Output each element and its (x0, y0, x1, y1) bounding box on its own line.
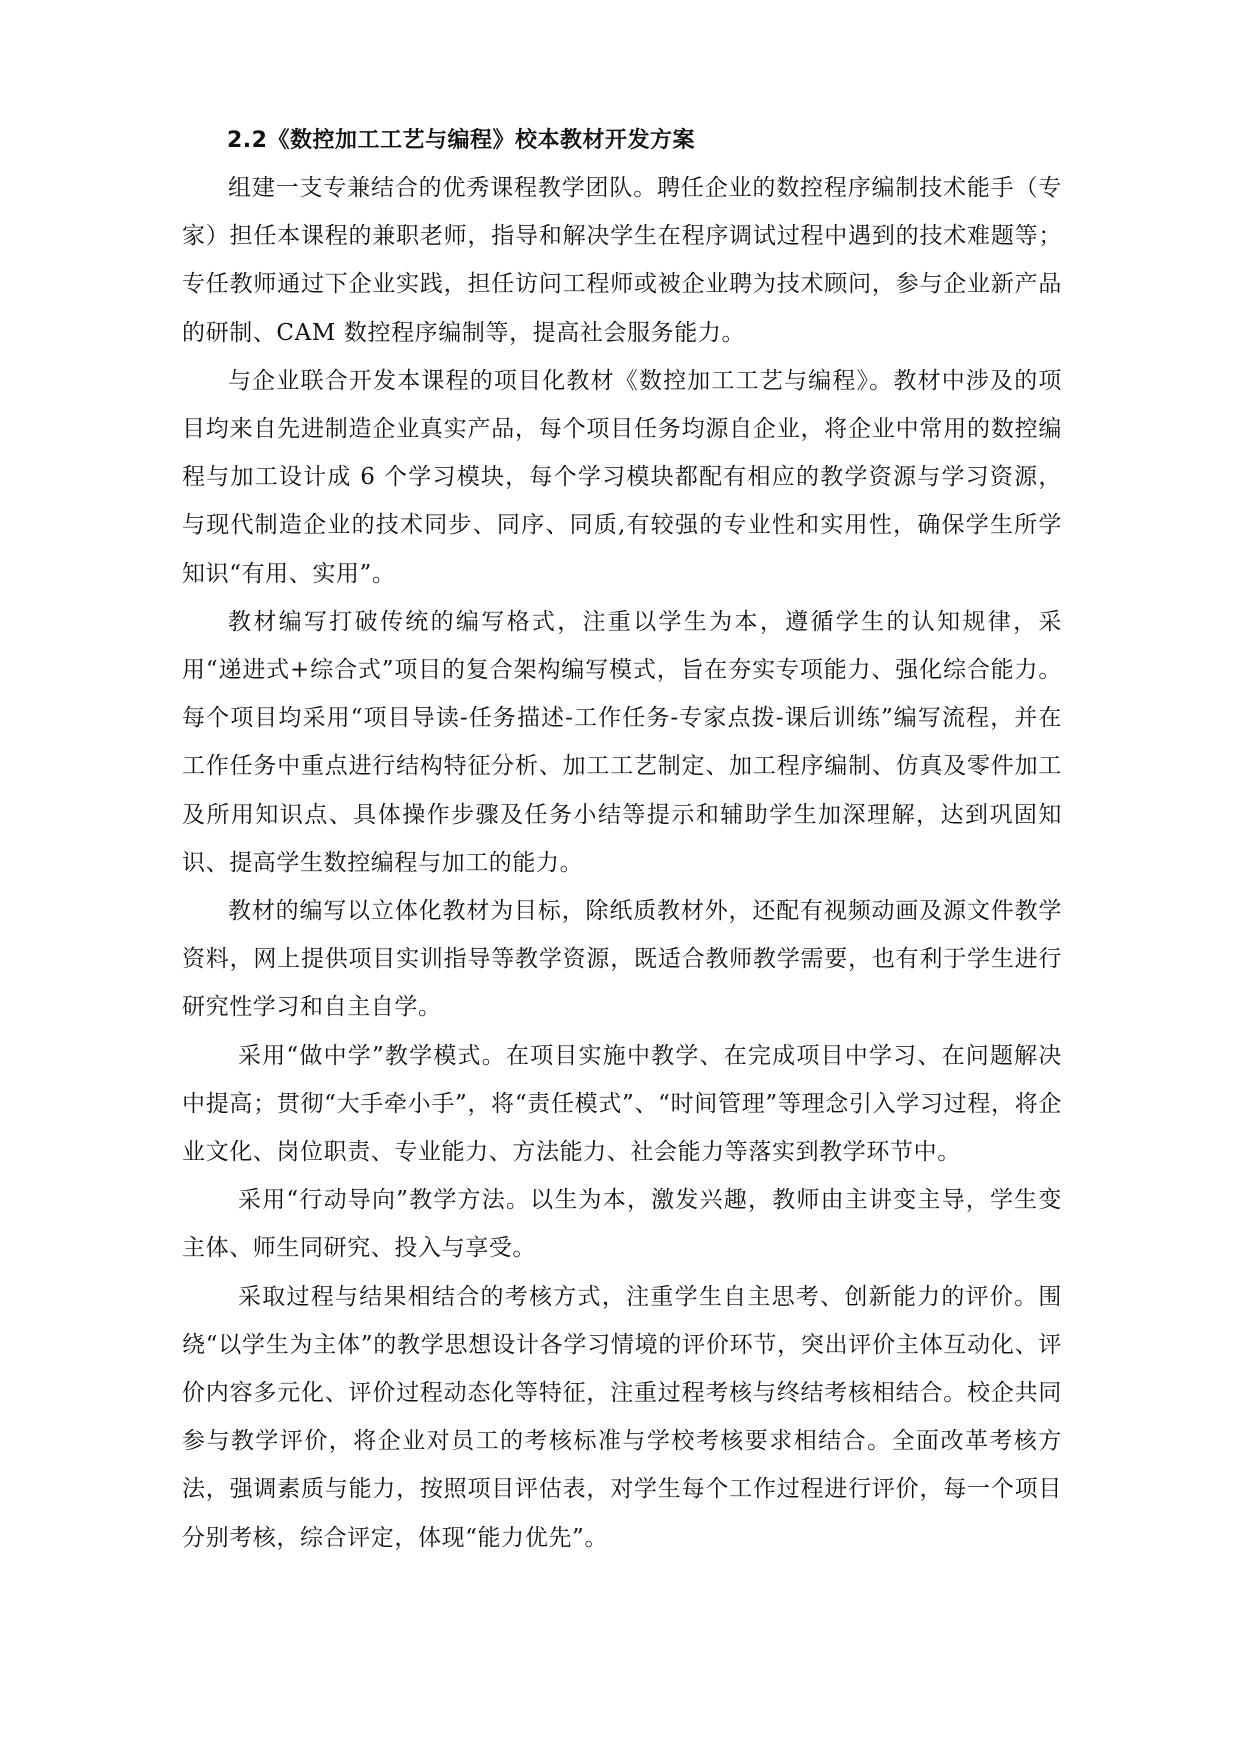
paragraph-textbook: 与企业联合开发本课程的项目化教材《数控加工工艺与编程》。教材中涉及的项目均来自先进制造企业真实产品，每个项目任务均源自企业，将企业中常用的数控编程与加工设计成 6 个学习模块，每个学习模块都配有相应的教学资源与学习资源，与现代制造企业的技术同步、同序、同质,有较强的专业性和实用性，确保学生所学知识“有用、实用”。 (182, 367, 1062, 587)
paragraph-action-oriented: 采用“行动导向”教学方法。以生为本，激发兴趣，教师由主讲变主导，学生变主体、师生同研究、投入与享受。 (182, 1187, 1062, 1262)
paragraph-learning-by-doing: 采用“做中学”教学模式。在项目实施中教学、在完成项目中学习、在问题解决中提高；贯彻“大手牵小手”，将“责任模式”、“时间管理”等理念引入学习过程，将企业文化、岗位职责、专业能力、方法能力、社会能力等落实到教学环节中。 (182, 1042, 1062, 1166)
document-body (182, 118, 1062, 1562)
paragraph-team: 组建一支专兼结合的优秀课程教学团队。聘任企业的数控程序编制技术能手（专家）担任本课程的兼职老师，指导和解决学生在程序调试过程中遇到的技术难题等；专任教师通过下企业实践，担任访问工程师或被企业聘为技术顾问，参与企业新产品的研制、CAM 数控程序编制等，提高社会服务能力。 (182, 175, 1062, 346)
paragraph-resources: 教材的编写以立体化教材为目标，除纸质教材外，还配有视频动画及源文件教学资料，网上提供项目实训指导等教学资源，既适合教师教学需要，也有利于学生进行研究性学习和自主自学。 (182, 898, 1062, 1021)
section-heading: 2.2《数控加工工艺与编程》校本教材开发方案 (227, 128, 695, 153)
paragraph-format: 教材编写打破传统的编写格式，注重以学生为本，遵循学生的认知规律，采用“递进式+综合式”项目的复合架构编写模式，旨在夯实专项能力、强化综合能力。每个项目均采用“项目导读-任务描述-工作任务-专家点拨-课后训练”编写流程，并在工作任务中重点进行结构特征分析、加工工艺制定、加工程序编制、仿真及零件加工及所用知识点、具体操作步骤及任务小结等提示和辅助学生加深理解，达到巩固知识、提高学生数控编程与加工的能力。 (182, 608, 1062, 876)
paragraph-assessment: 采取过程与结果相结合的考核方式，注重学生自主思考、创新能力的评价。围绕“以学生为主体”的教学思想设计各学习情境的评价环节，突出评价主体互动化、评价内容多元化、评价过程动态化等特征，注重过程考核与终结考核相结合。校企共同参与教学评价，将企业对员工的考核标准与学校考核要求相结合。全面改革考核方法，强调素质与能力，按照项目评估表，对学生每个工作过程进行评价，每一个项目分别考核，综合评定，体现“能力优先”。 (182, 1283, 1062, 1551)
